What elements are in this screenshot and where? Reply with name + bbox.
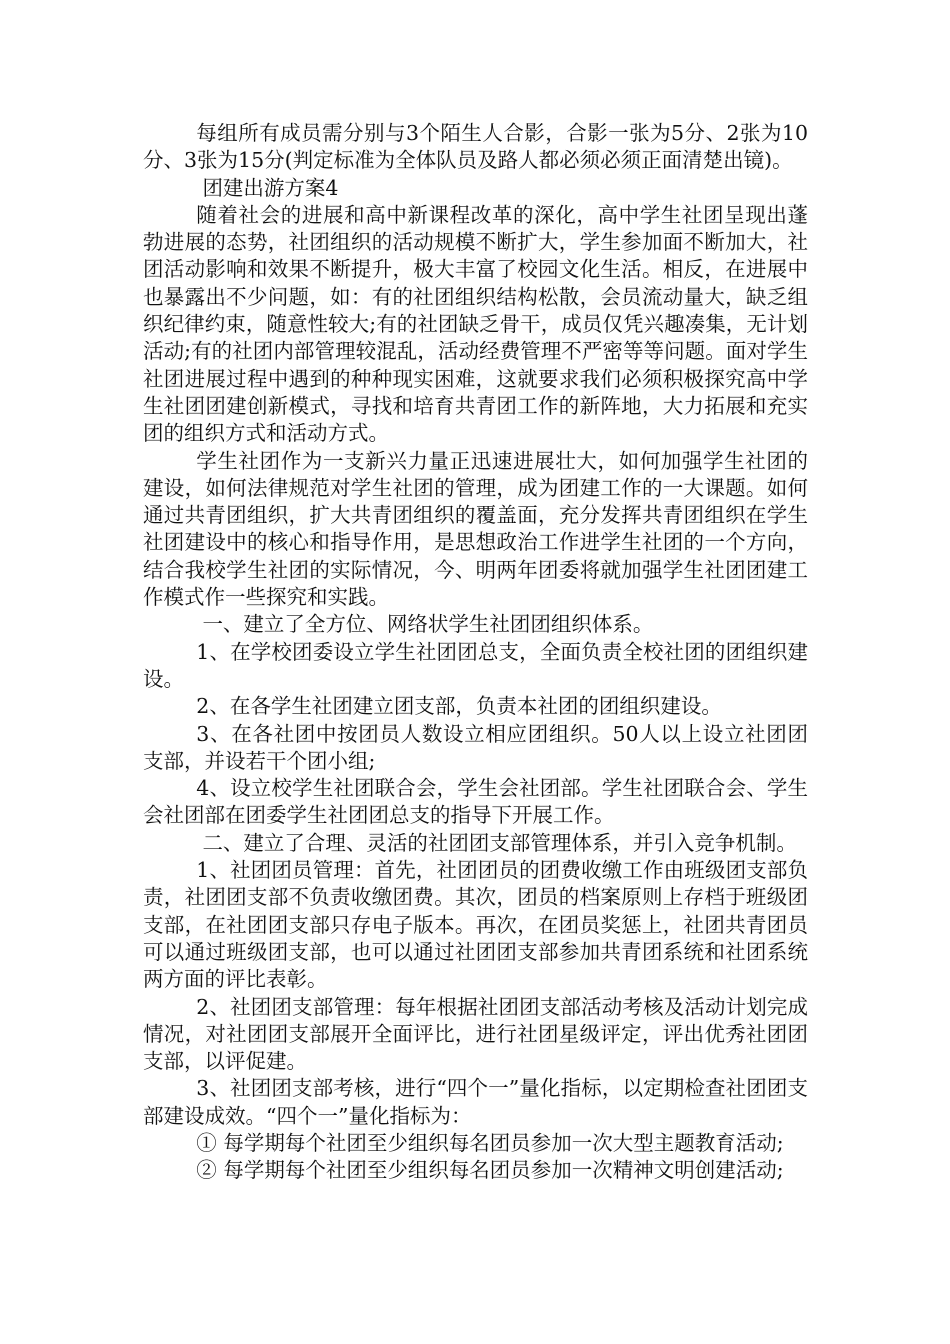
list-item: 1、在学校团委设立学生社团团总支，全面负责全校社团的团组织建设。: [143, 639, 808, 691]
list-item: ① 每学期每个社团至少组织每名团员参加一次大型主题教育活动;: [196, 1130, 784, 1155]
list-item: 4、设立校学生社团联合会，学生会社团部。学生社团联合会、学生会社团部在团委学生社团团总支的指导下开展工作。: [143, 776, 808, 828]
list-item: 2、在各学生社团建立团支部，负责本社团的团组织建设。: [196, 694, 722, 719]
paragraph-purpose: 学生社团作为一支新兴力量正迅速进展壮大，如何加强学生社团的建设，如何法律规范对学生社团的管理，成为团建工作的一大课题。如何通过共青团组织，扩大共青团组织的覆盖面，充分发挥共青团组织在学生社团建设中的核心和指导作用，是思想政治工作进学生社团的一个方向，结合我校学生社团的实际情况，今、明两年团委将就加强学生社团团建工作模式作一些探究和实践。: [143, 448, 808, 610]
document-body: [143, 120, 808, 1185]
paragraph-background: 随着社会的进展和高中新课程改革的深化，高中学生社团呈现出蓬勃进展的态势，社团组织的活动规模不断扩大，学生参加面不断加大，社团活动影响和效果不断提升，极大丰富了校园文化生活。相反，在进展中也暴露出不少问题，如：有的社团组织结构松散，会员流动量大，缺乏组织纪律约束，随意性较大;有的社团缺乏骨干，成员仅凭兴趣凑集，无计划活动;有的社团内部管理较混乱，活动经费管理不严密等等问题。面对学生社团进展过程中遇到的种种现实困难，这就要求我们必须积极探究高中学生社团团建创新模式，寻找和培育共青团工作的新阵地，大力拓展和充实团的组织方式和活动方式。: [143, 202, 808, 446]
list-item: 1、社团团员管理：首先，社团团员的团费收缴工作由班级团支部负责，社团团支部不负责收缴团费。其次，团员的档案原则上存档于班级团支部，在社团团支部只存电子版本。再次，在团员奖惩上，社团共青团员可以通过班级团支部，也可以通过社团团支部参加共青团系统和社团系统两方面的评比表彰。: [143, 858, 808, 992]
list-item: 3、社团团支部考核，进行“四个一”量化指标，以定期检查社团团支部建设成效。“四个一”量化指标为：: [143, 1076, 808, 1128]
list-item: ② 每学期每个社团至少组织每名团员参加一次精神文明创建活动;: [196, 1158, 784, 1183]
heading-part-two: 二、建立了合理、灵活的社团团支部管理体系，并引入竞争机制。: [202, 830, 797, 855]
list-item: 2、社团团支部管理：每年根据社团团支部活动考核及活动计划完成情况，对社团团支部展开全面评比，进行社团星级评定，评出优秀社团团支部，以评促建。: [143, 994, 808, 1074]
heading-part-one: 一、建立了全方位、网络状学生社团团组织体系。: [202, 612, 654, 637]
section-title: 团建出游方案4: [202, 175, 339, 200]
paragraph-photo-scoring: 每组所有成员需分别与3个陌生人合影，合影一张为5分、2张为10分、3张为15分(判定标准为全体队员及路人都必须必须正面清楚出镜)。: [143, 121, 808, 173]
list-item: 3、在各社团中按团员人数设立相应团组织。50人以上设立社团团支部，并设若干个团小组;: [143, 721, 808, 773]
